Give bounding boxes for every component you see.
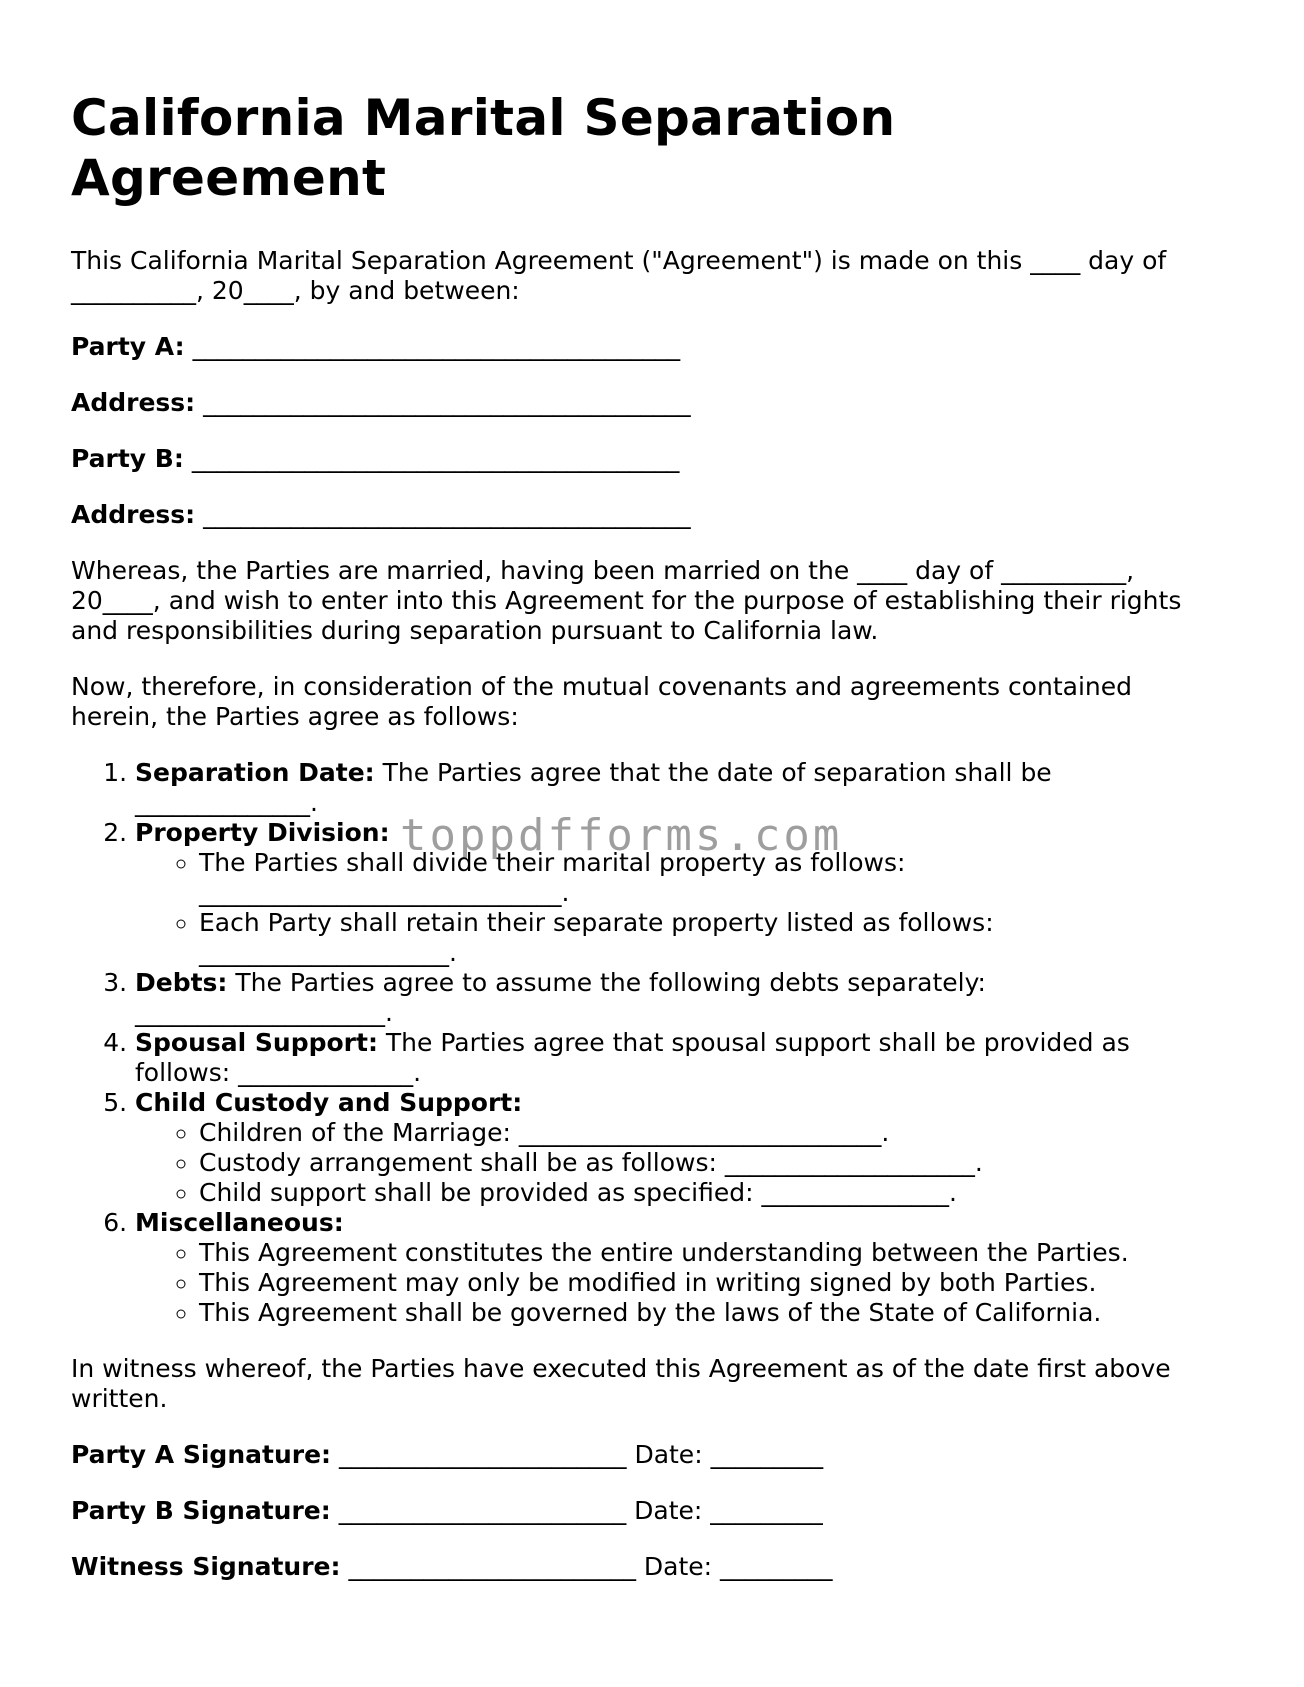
date-blank: _________ [710,1440,824,1469]
therefore-paragraph: Now, therefore, in consideration of the mutual covenants and agreements contained herein, the Parties agree as follows: [71,672,1132,731]
party-b-address-blank: _______________________________________ [203,500,691,529]
witness-paragraph: In witness whereof, the Parties have executed this Agreement as of the date first above written. [71,1354,1171,1413]
clause-text: The Parties agree that the date of separation shall be ______________. [135,758,1052,817]
party-b-field [71,444,1221,474]
signature-label: Party B Signature: [71,1496,331,1525]
clause-separation-date [135,758,1221,818]
party-a-signature-row [71,1440,1221,1470]
clause-spousal-support [135,1028,1221,1088]
sub-item: ◦ The Parties shall divide their marital property as follows: _____________________________. [199,848,1221,908]
party-a-address-field [71,388,1221,418]
party-b-signature-row [71,1496,1221,1526]
clause-property-division [135,818,1221,968]
party-a-address-blank: _______________________________________ [203,388,691,417]
sub-item: ◦ Children of the Marriage: _____________________________. [199,1118,1221,1148]
clause-child-custody [135,1088,1221,1208]
signature-blank: _______________________ [338,1440,627,1469]
clause-title: Property Division: [135,818,390,847]
sub-list [135,1118,1221,1208]
clause-title: Miscellaneous: [135,1208,344,1237]
party-b-address-label: Address: [71,500,196,529]
sub-item: ◦ This Agreement shall be governed by the laws of the State of California. [199,1298,1221,1328]
intro-paragraph: This California Marital Separation Agreement ("Agreement") is made on this ____ day of __________, 20____, by and between: [71,246,1167,305]
clause-debts [135,968,1221,1028]
signature-label: Witness Signature: [71,1552,341,1581]
party-b-blank: _______________________________________ [191,444,680,473]
clause-list [71,758,1221,1328]
signature-label: Party A Signature: [71,1440,332,1469]
document-page [71,88,1221,1608]
party-a-field [71,332,1221,362]
sub-item: ◦ Each Party shall retain their separate property listed as follows: ____________________. [199,908,1221,968]
party-a-address-label: Address: [71,388,196,417]
clause-miscellaneous [135,1208,1221,1328]
whereas-paragraph: Whereas, the Parties are married, having been married on the ____ day of __________, 20____, and wish to enter into this Agreement for the purpose of establishing their rights and responsibilities during separation pursuant to California law. [71,556,1182,645]
witness-signature-row [71,1552,1221,1582]
clause-text: The Parties agree that spousal support shall be provided as follows: ______________. [135,1028,1130,1087]
party-b-address-field [71,500,1221,530]
signature-blank: _______________________ [338,1496,627,1525]
sub-item: ◦ This Agreement may only be modified in writing signed by both Parties. [199,1268,1221,1298]
signature-blank: _______________________ [348,1552,636,1581]
party-a-blank: _______________________________________ [192,332,681,361]
sub-item: ◦ Custody arrangement shall be as follows: ____________________. [199,1148,1221,1178]
page-title: California Marital Separation Agreement [71,89,896,207]
clause-title: Spousal Support: [135,1028,378,1057]
date-label: Date: [643,1552,713,1581]
party-a-label: Party A: [71,332,185,361]
date-blank: _________ [710,1496,823,1525]
party-b-label: Party B: [71,444,184,473]
clause-title: Separation Date: [135,758,375,787]
watermark: toppdfforms.com [400,810,843,861]
clause-text: The Parties agree to assume the following debts separately: ____________________. [135,968,986,1027]
date-label: Date: [634,1440,703,1469]
date-label: Date: [634,1496,703,1525]
sub-list [135,848,1221,968]
sub-list [135,1238,1221,1328]
date-blank: _________ [720,1552,833,1581]
sub-item: ◦ This Agreement constitutes the entire understanding between the Parties. [199,1238,1221,1268]
sub-item: ◦ Child support shall be provided as specified: _______________. [199,1178,1221,1208]
clause-title: Child Custody and Support: [135,1088,523,1117]
clause-title: Debts: [135,968,228,997]
